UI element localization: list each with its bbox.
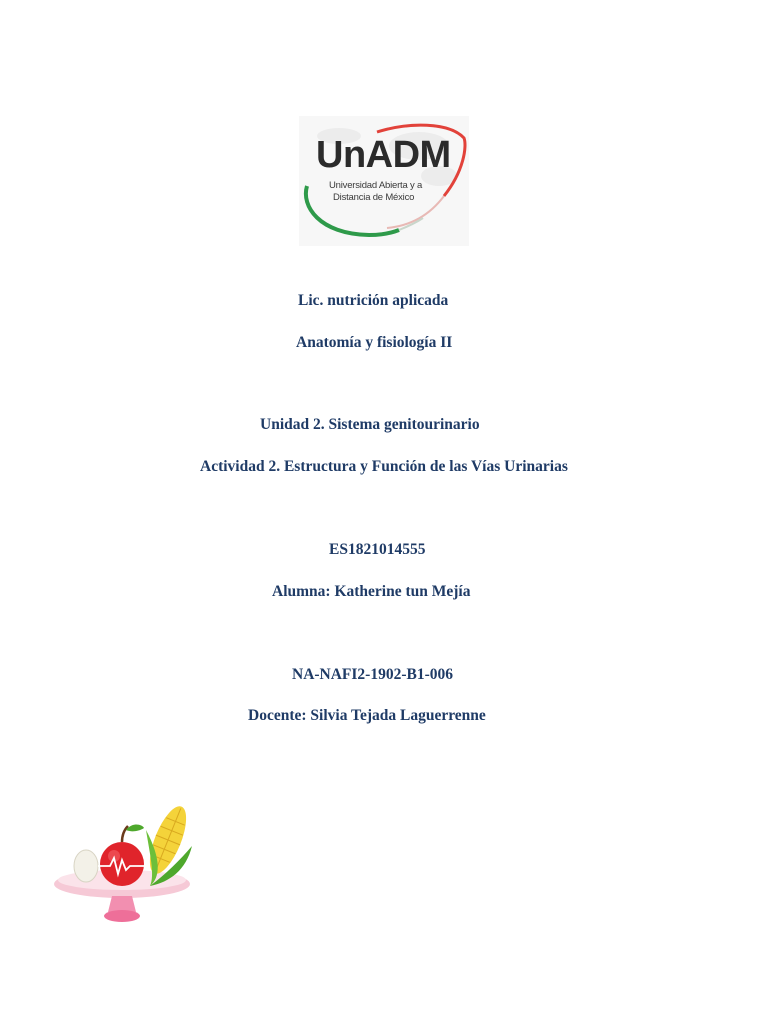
logo-subtitle-line-1: Universidad Abierta y a [329,180,423,191]
logo-title: UnADM [316,134,451,176]
group-code: NA-NAFI2-1902-B1-006 [292,666,454,683]
program-name: Lic. nutrición aplicada [298,292,449,309]
unit-title: Unidad 2. Sistema genitourinario [260,416,480,433]
logo-subtitle [329,180,422,204]
student-name: Alumna: Katherine tun Mejía [272,583,471,600]
teacher-name: Docente: Silvia Tejada Laguerrenne [248,707,486,724]
unadm-logo [299,116,469,246]
student-id: ES1821014555 [329,541,426,558]
activity-title: Actividad 2. Estructura y Función de las Vías Urinarias [200,458,568,475]
fruit-corn-cake-stand-icon [50,800,200,930]
logo-subtitle-line-2: Distancia de México [333,192,415,203]
course-name: Anatomía y fisiología II [296,334,453,351]
